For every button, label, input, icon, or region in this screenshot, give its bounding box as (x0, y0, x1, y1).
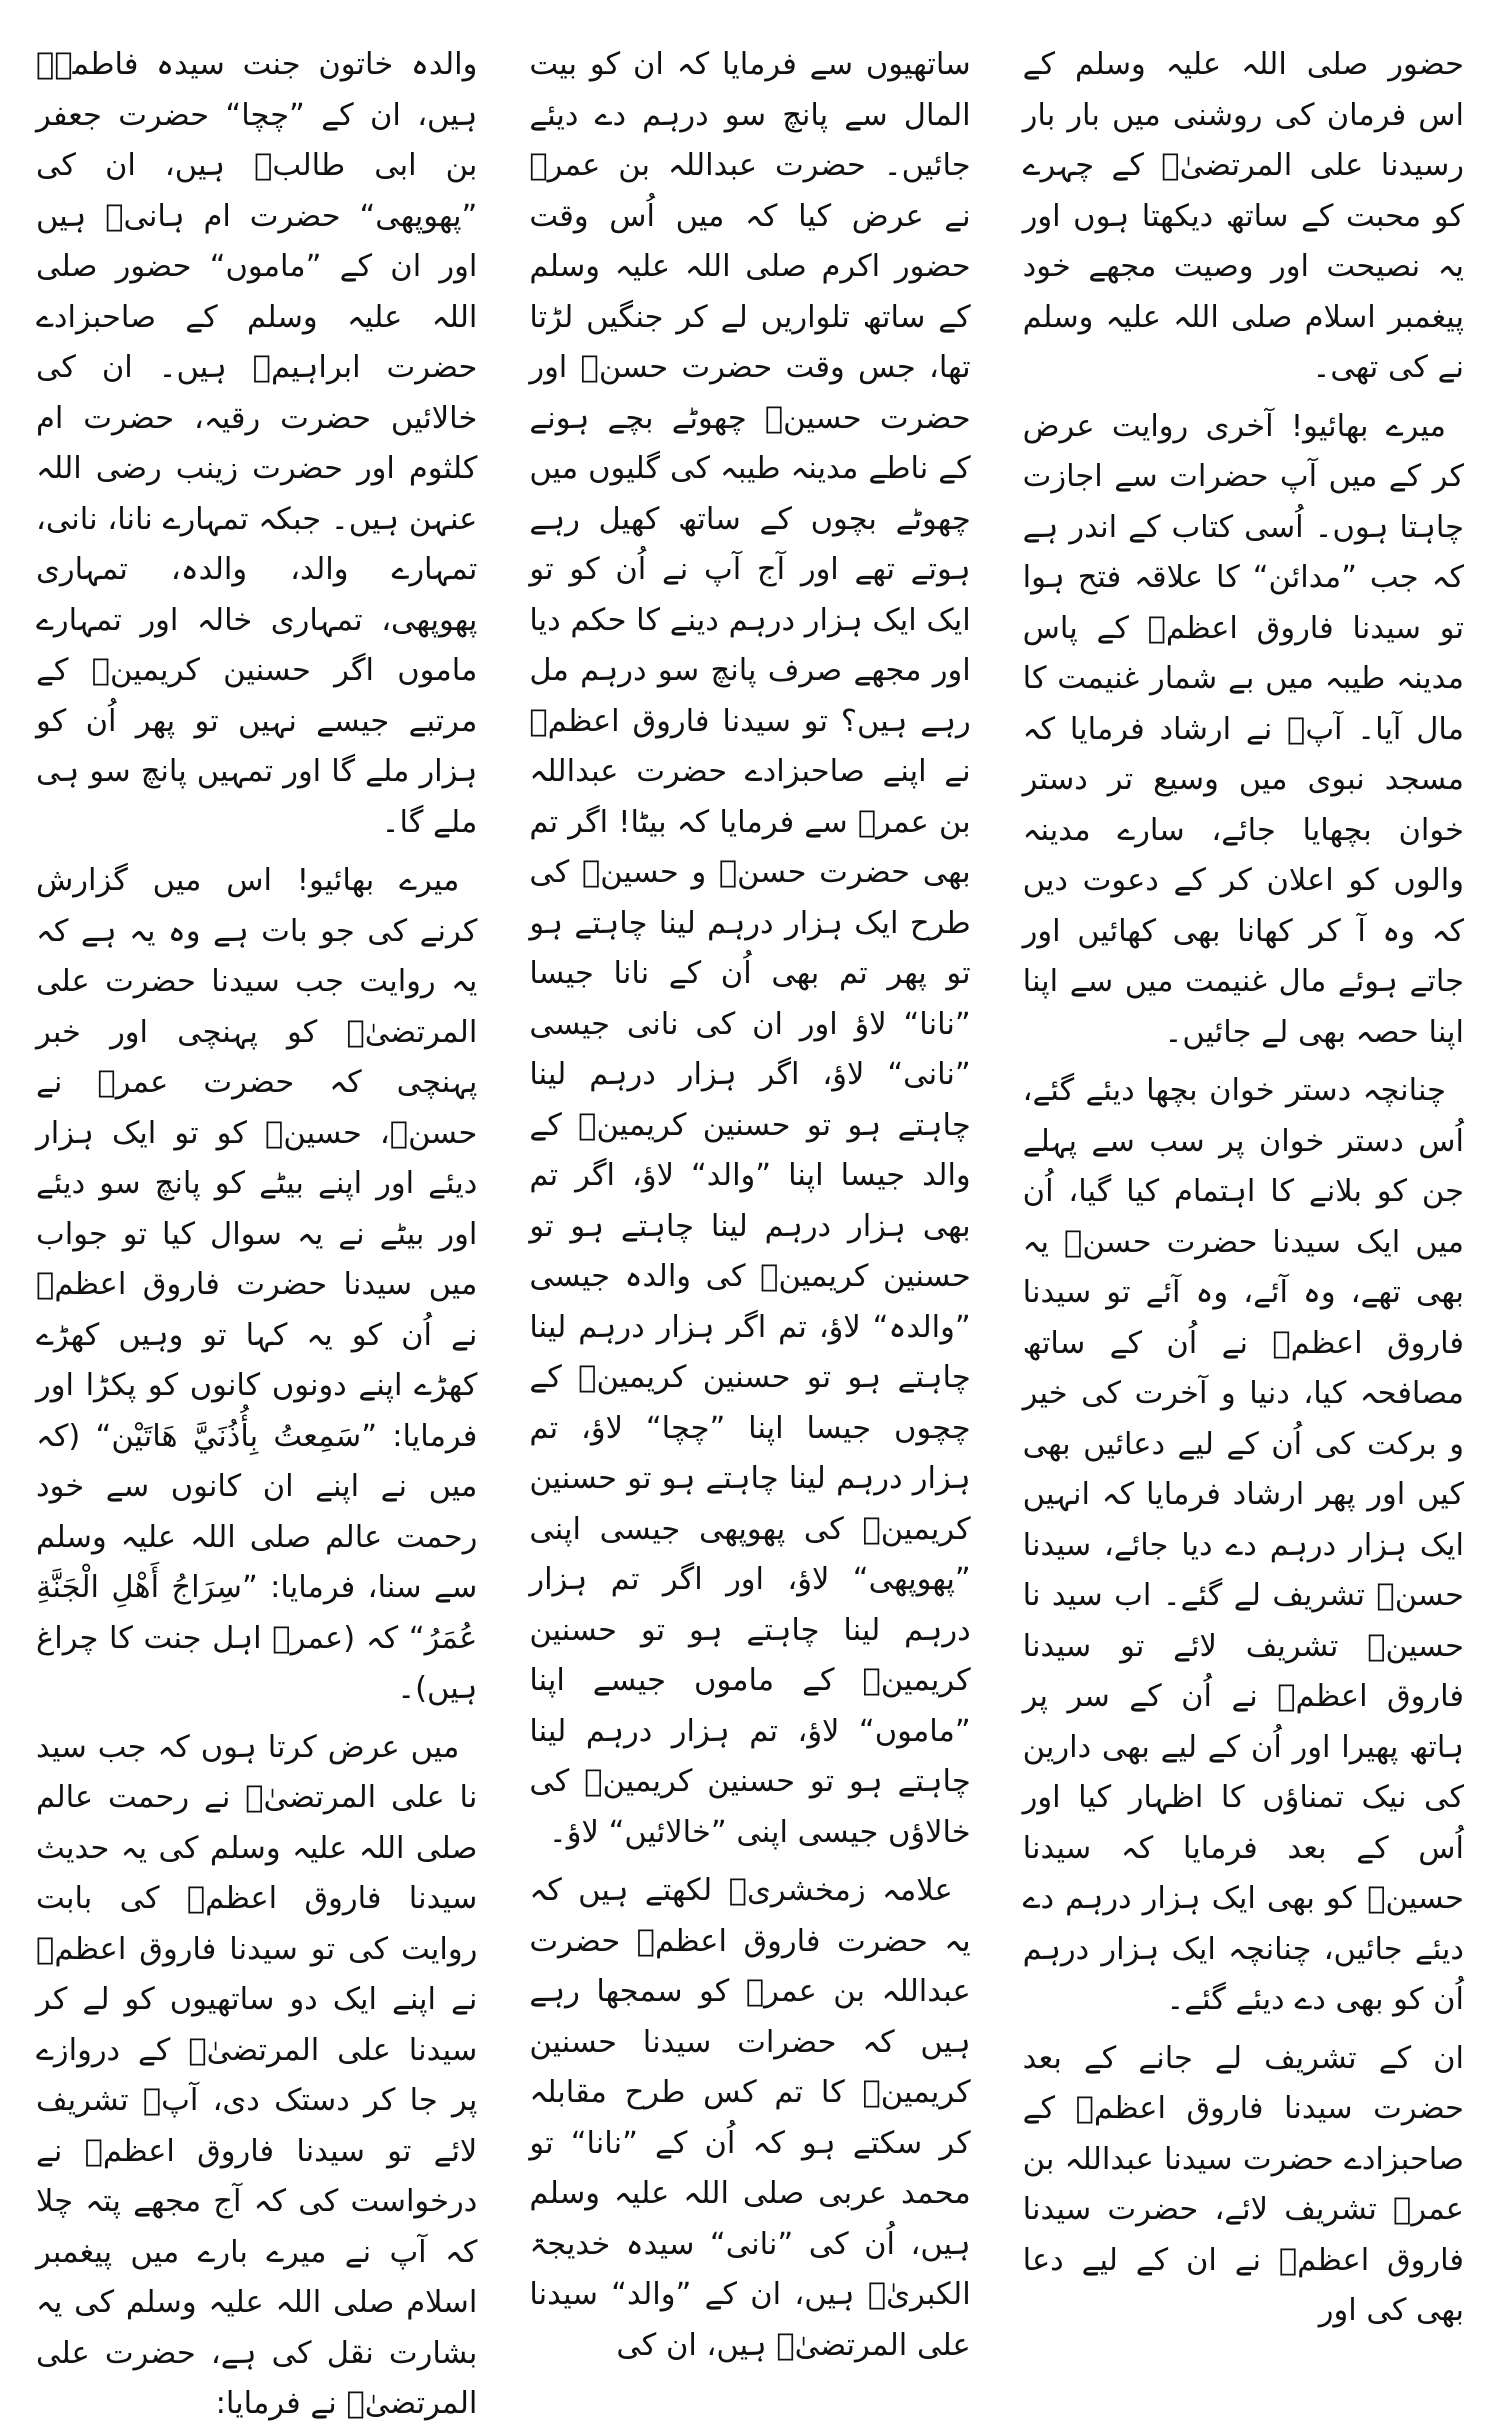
text-columns (30, 40, 1470, 2421)
paragraph: ان کے تشریف لے جانے کے بعد حضرت سیدنا فاروق اعظمؓ کے صاحبزادے حضرت سیدنا عبداللہ بن عمرؓ تشریف لائے، حضرت سیدنا فاروق اعظمؓ نے ان کے لیے دعا بھی کی اور (1022, 2040, 1464, 2328)
paragraph: والدہ خاتون جنت سیدہ فاطمہؓ ہیں، ان کے ”چچا“ حضرت جعفر بن ابی طالبؓ ہیں، ان کی ”پھوپھی“ حضرت ام ہانیؓ ہیں اور ان کے ”ماموں“ حضور صلی اللہ علیہ وسلم کے صاحبزادے حضرت ابراہیمؓ ہیں۔ ان کی خالائیں حضرت رقیہ، حضرت ام کلثوم اور حضرت زینب رضی اللہ عنہن ہیں۔ جبکہ تمہارے نانا، نانی، تمہارے والد، والدہ، تمہاری پھوپھی، تمہاری خالہ اور تمہارے ماموں اگر حسنین کریمینؓ کے مرتبے جیسے نہیں تو پھر اُن کو ہزار ملے گا اور تمہیں پانچ سو ہی ملے گا۔ (36, 47, 478, 840)
paragraph: ساتھیوں سے فرمایا کہ ان کو بیت المال سے پانچ سو درہم دے دیئے جائیں۔ حضرت عبداللہ بن عمرؓ نے عرض کیا کہ میں اُس وقت حضور اکرم صلی اللہ علیہ وسلم کے ساتھ تلواریں لے کر جنگیں لڑتا تھا، جس وقت حضرت حسنؓ اور حضرت حسینؓ چھوٹے بچے ہونے کے ناطے مدینہ طیبہ کی گلیوں میں چھوٹے بچوں کے ساتھ کھیل رہے ہوتے تھے اور آج آپ نے اُن کو تو ایک ایک ہزار درہم دینے کا حکم دیا اور مجھے صرف پانچ سو درہم مل رہے ہیں؟ تو سیدنا فاروق اعظمؓ نے اپنے صاحبزادے حضرت عبداللہ بن عمرؓ سے فرمایا کہ بیٹا! اگر تم بھی حضرت حسنؓ و حسینؓ کی طرح ایک ہزار درہم لینا چاہتے ہو تو پھر تم بھی اُن کے نانا جیسا ”نانا“ لاؤ اور ان کی نانی جیسی ”نانی“ لاؤ، اگر ہزار درہم لینا چاہتے ہو تو حسنین کریمینؓ کے والد جیسا اپنا ”والد“ لاؤ، اگر تم بھی ہزار درہم لینا چاہتے ہو تو حسنین کریمینؓ کی والدہ جیسی ”والدہ“ لاؤ، تم اگر ہزار درہم لینا چاہتے ہو تو حسنین کریمینؓ کے چچوں جیسا اپنا ”چچا“ لاؤ، تم ہزار درہم لینا چاہتے ہو تو حسنین کریمینؓ کی پھوپھی جیسی اپنی ”پھوپھی“ لاؤ، اور اگر تم ہزار درہم لینا چاہتے ہو تو حسنین کریمینؓ کے ماموں جیسے اپنا ”ماموں“ لاؤ، تم ہزار درہم لینا چاہتے ہو تو حسنین کریمینؓ کی خالاؤں جیسی اپنی ”خالائیں“ لاؤ۔ (529, 47, 971, 1850)
paragraph: حضور صلی اللہ علیہ وسلم کے اس فرمان کی روشنی میں بار بار رسیدنا علی المرتضیٰؓ کے چہرے کو محبت کے ساتھ دیکھتا ہوں اور یہ نصیحت اور وصیت مجھے خود پیغمبر اسلام صلی اللہ علیہ وسلم نے کی تھی۔ (1022, 47, 1464, 385)
column-left (30, 40, 483, 2421)
column-gutter (483, 40, 523, 2170)
paragraph: چنانچہ دستر خوان بچھا دیئے گئے، اُس دستر خوان پر سب سے پہلے جن کو بلانے کا اہتمام کیا گیا، اُن میں ایک سیدنا حضرت حسنؓ یہ بھی تھے، وہ آئے، وہ آئے تو سیدنا فاروق اعظمؓ نے اُن کے ساتھ مصافحہ کیا، دنیا و آخرت کی خیر و برکت کی اُن کے لیے دعائیں بھی کیں اور پھر ارشاد فرمایا کہ انہیں ایک ہزار درہم دے دیا جائے، سیدنا حسنؓ تشریف لے گئے۔ اب سید نا حسینؓ تشریف لائے تو سیدنا فاروق اعظمؓ نے اُن کے سر پر ہاتھ پھیرا اور اُن کے لیے بھی دارین کی نیک تمناؤں کا اظہار کیا اور اُس کے بعد فرمایا کہ سیدنا حسینؓ کو بھی ایک ہزار درہم دے دیئے جائیں، چنانچہ ایک ہزار درہم اُن کو بھی دے دیئے گئے۔ (1022, 1073, 1464, 2017)
column-middle (523, 40, 976, 2363)
paragraph: میں عرض کرتا ہوں کہ جب سید نا علی المرتضیٰؓ نے رحمت عالم صلی اللہ علیہ وسلم کی یہ حدیث سیدنا فاروق اعظمؓ کی بابت روایت کی تو سیدنا فاروق اعظمؓ نے اپنے ایک دو ساتھیوں کو لے کر سیدنا علی المرتضیٰؓ کے دروازے پر جا کر دستک دی، آپؓ تشریف لائے تو سیدنا فاروق اعظمؓ نے درخواست کی کہ آج مجھے پتہ چلا کہ آپ نے میرے بارے میں پیغمبر اسلام صلی اللہ علیہ وسلم کی یہ بشارت نقل کی ہے، حضرت علی المرتضیٰؓ نے فرمایا: (36, 1729, 478, 2421)
column-right (1017, 40, 1470, 2328)
paragraph: میرے بھائیو! اس میں گزارش کرنے کی جو بات ہے وہ یہ ہے کہ یہ روایت جب سیدنا حضرت علی المرتضیٰؓ کو پہنچی اور خبر پہنچی کہ حضرت عمرؓ نے حسنؓ، حسینؓ کو تو ایک ہزار دیئے اور اپنے بیٹے کو پانچ سو دیئے اور بیٹے نے یہ سوال کیا تو جواب میں سیدنا حضرت فاروق اعظمؓ نے اُن کو یہ کہا تو وہیں کھڑے کھڑے اپنے دونوں کانوں کو پکڑا اور فرمایا: ”سَمِعتُ بِأُذُنَيَّ هَاتَيْن“ (کہ میں نے اپنے ان کانوں سے خود رحمت عالم صلی اللہ علیہ وسلم سے سنا، فرمایا: ”سِرَاجُ أَهْلِ الْجَنَّةِ عُمَرُ“ کہ (عمرؓ اہل جنت کا چراغ ہیں)۔ (36, 863, 478, 1706)
column-gutter (977, 40, 1017, 2170)
paragraph: علامہ زمخشریؒ لکھتے ہیں کہ یہ حضرت فاروق اعظمؓ حضرت عبداللہ بن عمرؓ کو سمجھا رہے ہیں کہ حضرات سیدنا حسنین کریمینؓ کا تم کس طرح مقابلہ کر سکتے ہو کہ اُن کے ”نانا“ تو محمد عربی صلی اللہ علیہ وسلم ہیں، اُن کی ”نانی“ سیدہ خدیجۃ الکبریٰؓ ہیں، ان کے ”والد“ سیدنا علی المرتضیٰؓ ہیں، ان کی (529, 1873, 971, 2363)
paragraph: میرے بھائیو! آخری روایت عرض کر کے میں آپ حضرات سے اجازت چاہتا ہوں۔ اُسی کتاب کے اندر ہے کہ جب ”مدائن“ کا علاقہ فتح ہوا تو سیدنا فاروق اعظمؓ کے پاس مدینہ طیبہ میں بے شمار غنیمت کا مال آیا۔ آپؓ نے ارشاد فرمایا کہ مسجد نبوی میں وسیع تر دستر خوان بچھایا جائے، سارے مدینہ والوں کو اعلان کر کے دعوت دیں کہ وہ آ کر کھانا بھی کھائیں اور جاتے ہوئے مال غنیمت میں سے اپنا اپنا حصہ بھی لے جائیں۔ (1022, 408, 1464, 1050)
